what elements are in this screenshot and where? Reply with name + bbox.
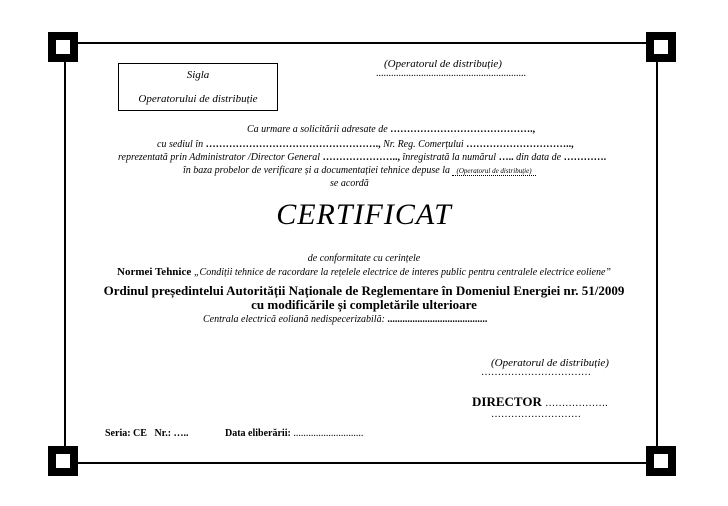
operator-header-dots: ............................................................ <box>376 68 526 79</box>
order-line-2: cu modificările și completările ulterioare <box>251 297 477 312</box>
request-operator-field: (Operatorul de distribuție) <box>452 167 535 176</box>
corner-ornament-top-right <box>646 32 676 62</box>
plant-line: Centrala electrică eoliană nedispecerizabilă: ........................................ <box>203 314 488 325</box>
certificate-title: CERTIFICAT <box>276 198 452 231</box>
request-line-2: cu sediul în ……………………………………………., Nr. Reg. Comerțului ………………………….., <box>157 139 574 150</box>
corner-ornament-bottom-right <box>646 446 676 476</box>
operator-header: (Operatorul de distribuție) <box>384 58 502 70</box>
request-line-5: se acordă <box>330 178 369 189</box>
corner-ornament-top-left <box>48 32 78 62</box>
director-line: DIRECTOR ………………. <box>472 394 608 409</box>
request-line-3: reprezentată prin Administrator /Director General ………………….., înregistrată la numărul ….. din data de …………. <box>118 152 607 163</box>
director-dots: ……………………… <box>491 409 581 420</box>
request-line-1: Ca urmare a solicitării adresate de ……………………………………., <box>247 124 536 135</box>
corner-ornament-bottom-left <box>48 446 78 476</box>
serial-number-line: Seria: CE Nr.: ….. <box>105 428 189 439</box>
issue-date-line: Data eliberării: ............................ <box>225 428 364 439</box>
logo-placeholder-box <box>118 63 278 111</box>
signature-operator-dots: …………………………… <box>481 367 591 378</box>
norm-line: Normei Tehnice „Condiții tehnice de racordare la rețelele electrice de interes public pentru centralele electrice eoliene” <box>117 266 611 278</box>
request-line-4: în baza probelor de verificare și a documentației tehnice depuse la (Operatorul de distribuție) <box>183 165 536 176</box>
order-line-1: Ordinul președintelui Autorității Naționale de Reglementare în Domeniul Energiei nr. 51/2009 <box>103 283 625 298</box>
logo-operator-label: Operatorului de distribuție <box>138 93 258 105</box>
logo-label: Sigla <box>186 69 210 81</box>
signature-operator: (Operatorul de distribuție) <box>491 357 609 369</box>
certificate-subtitle: de conformitate cu cerințele <box>307 253 421 264</box>
